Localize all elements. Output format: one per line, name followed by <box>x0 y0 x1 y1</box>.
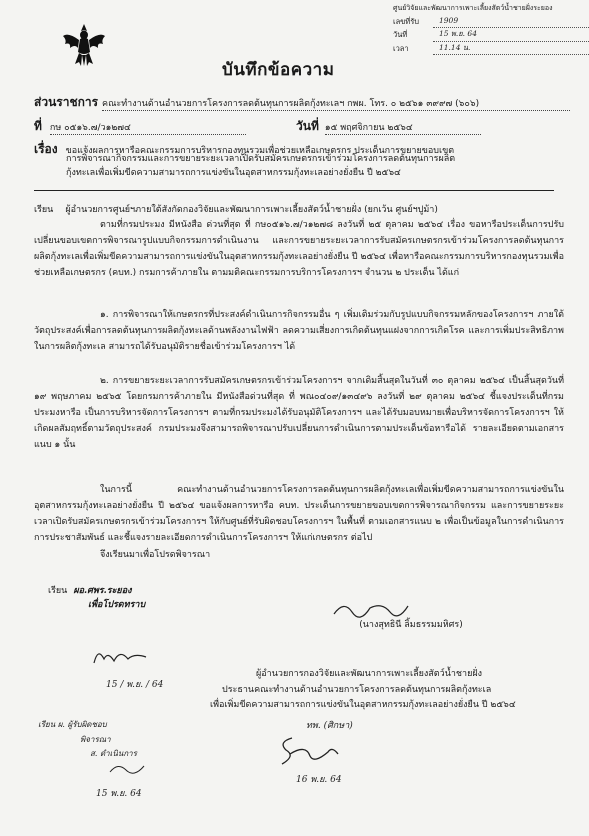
signatory-title-2: ประธานคณะทำงานด้านอำนวยการโครงการลดต้นทุนการผลิตกุ้งทะเล <box>222 685 492 695</box>
stamp-time: 11.14 น. <box>433 42 589 56</box>
paragraph-2-text: ๑. การพิจารณาให้เกษตรกรที่ประสงค์ดำเนินการกิจกรรมอื่น ๆ เพิ่มเติมร่วมกับรูปแบบกิจกรรมหลักของโครงการฯ ภายใต้วัตถุประสงค์เพื่อการลดต้นทุนการผลิตกุ้งทะเลด้านพลังงานไฟฟ้า ลดความเสี่ยงการเกิดต้นทุนแฝงจากการเกิดโรค และการเพิ่มประสิทธิภาพในการผลิตกุ้งทะเล สามารถได้รับอนุมัติรายชื่อเข้าร่วมโครงการฯ ได้ <box>34 310 564 352</box>
stamp-date-row <box>393 28 589 42</box>
handwritten-date-right: 16 พ.ย. 64 <box>296 775 342 785</box>
handwritten-note-2: พิจารณา <box>80 735 111 744</box>
stamp-time-label: เวลา <box>393 43 409 53</box>
garuda-emblem-icon <box>62 22 106 68</box>
stamp-receipt-label: เลขที่รับ <box>393 16 420 26</box>
subject-continuation <box>66 152 556 180</box>
subject-label: เรื่อง <box>34 142 58 156</box>
stamp-receipt-row <box>393 15 589 29</box>
handwritten-note-right: ทพ. (ศิกษา) <box>306 721 353 731</box>
paragraph-3 <box>34 373 564 453</box>
addressee-line <box>34 202 559 216</box>
subject-line-2: การพิจารณากิจกรรมและการขยายระยะเวลาเปิดรับสมัครเกษตรกรเข้าร่วมโครงการลดต้นทุนการผลิต <box>66 154 456 164</box>
handwritten-note-1: เรียน ผ. ผู้รับผิดชอบ <box>38 720 107 729</box>
stamp-header: ศูนย์วิจัยและพัฒนาการเพาะเลี้ยงสัตว์น้ำชายฝั่งระยอง <box>393 4 553 12</box>
paragraph-3-text: ๒. การขยายระยะเวลาการรับสมัครเกษตรกรเข้าร่วมโครงการฯ จากเดิมสิ้นสุดในวันที่ ๓๐ ตุลาคม ๒๕๖๔ เป็นสิ้นสุดวันที่ ๑๙ พฤษภาคม ๒๕๖๕ โดยกรมการค้าภายใน มีหนังสือด่วนที่สุด ที่ พณ๐๔๐๙/๑๓๔๙๖ ลงวันที่ ๒๙ ตุลาคม ๒๕๖๔ ชี้แจงประเด็นที่กรมประมงหารือ เป็นการบริหารจัดการโครงการฯ ตามที่กรมประมงได้รับอนุมัติโครงการฯ และได้รับมอบหมายเพื่อบริหารจัดการโครงการฯ ให้เกิดผลสัมฤทธิ์ตามวัตถุประสงค์ กรมประมงจึงสามารถพิจารณาปรับเปลี่ยนการดำเนินการตามประเด็นข้อหารือได้ รายละเอียดตามเอกสารแนบ ๑ นั้น <box>34 376 564 450</box>
stamp-date: 15 พ.ย. 64 <box>433 28 589 42</box>
addressee: ผู้อำนวยการศูนย์ฯภายใต้สังกัดกองวิจัยและพัฒนาการเพาะเลี้ยงสัตว์น้ำชายฝั่ง (ยกเว้น ศูนย์ฯปูม้า) <box>65 205 438 215</box>
department-value: คณะทำงานด้านอำนวยการโครงการลดต้นทุนการผลิตกุ้งทะเลฯ กพผ. โทร. ๐ ๒๕๖๑ ๓๙๙๗ (๖๐๖) <box>102 96 570 111</box>
subject-line-3: กุ้งทะเลเพื่อเพิ่มขีดความสามารถการแข่งขันในอุตสาหกรรมกุ้งทะเลอย่างยั่งยืน ปี ๒๕๖๔ <box>66 168 401 178</box>
routing-recipient: ผอ.ศพร.ระยอง <box>73 586 132 596</box>
signature-block <box>256 618 566 632</box>
date-line <box>296 117 481 136</box>
handwritten-scribble <box>108 760 148 776</box>
routing-purpose: เพื่อโปรดทราบ <box>88 600 146 610</box>
director-signature <box>330 598 410 620</box>
reference-number: กษ ๐๕๑๖.๗/ว๑๒๗๔ <box>50 120 246 135</box>
routing-label: เรียน <box>48 586 68 596</box>
reference-line <box>34 117 246 136</box>
memo-date: ๑๕ พฤศจิกายน ๒๕๖๔ <box>325 120 481 135</box>
routing-note <box>48 584 145 612</box>
department-label: ส่วนราชการ <box>34 95 99 109</box>
signatory-name: (นางสุทธินี ลิ้มธรรมมหิศร) <box>359 620 463 630</box>
paragraph-1 <box>34 217 564 281</box>
memo-title: บันทึกข้อความ <box>222 60 335 80</box>
paragraph-1-text: ตามที่กรมประมง มีหนังสือ ด่วนที่สุด ที่ กษ๐๕๑๖.๗/ว๑๒๗๘ ลงวันที่ ๒๕ ตุลาคม ๒๕๖๔ เรื่อง ขอหารือประเด็นการปรับเปลี่ยนขอบเขตการพิจารณารูปแบบกิจกรรมการดำเนินงาน และการขยายระยะเวลาการรับสมัครเกษตรกรเข้าร่วมโครงการลดต้นทุนการผลิตกุ้งทะเลเพื่อเพิ่มขีดความสามารถการแข่งขันในอุตสาหกรรมกุ้งทะเลอย่างยั่งยืน ปี ๒๕๖๔ เพื่อหารือคณะกรรมการบริหารกองทุนรวมเพื่อช่วยเหลือเกษตรกร (คบท.) กรมการค้าภายใน ตามมติคณะกรรมการบริการโครงการฯ จำนวน ๒ ประเด็น ได้แก่ <box>34 220 564 278</box>
closing-line <box>34 547 564 563</box>
addressee-label: เรียน <box>34 205 54 215</box>
stamp-header-row <box>393 2 589 15</box>
department-line <box>34 93 570 112</box>
reference-label: ที่ <box>34 119 42 133</box>
signatory-title-3: เพื่อเพิ่มขีดความสามารถการแข่งขันในอุตสาหกรรมกุ้งทะเลอย่างยั่งยืน ปี ๒๕๖๔ <box>210 700 516 710</box>
receipt-stamp <box>393 2 589 55</box>
date-label: วันที่ <box>296 119 319 133</box>
paragraph-4 <box>34 482 564 546</box>
header-divider <box>34 190 554 191</box>
handwritten-date-bottom: 15 พ.ย. 64 <box>96 789 142 799</box>
stamp-receipt-no: 1909 <box>433 15 589 29</box>
right-signature <box>262 732 342 772</box>
subject-line-1: ขอแจ้งผลการหารือคณะกรรมการบริหารกองทุนรวมเพื่อช่วยเหลือเกษตรกร ประเด็นการขยายขอบเขต <box>65 146 455 156</box>
routing-line-1 <box>48 584 145 598</box>
stamp-time-row <box>393 42 589 56</box>
routing-line-2 <box>48 598 145 612</box>
handwritten-note-3: ส. ดำเนินการ <box>90 749 137 758</box>
closing-text: จึงเรียนมาเพื่อโปรดพิจารณา <box>100 550 211 560</box>
signatory-title-1: ผู้อำนวยการกองวิจัยและพัฒนาการเพาะเลี้ยงสัตว์น้ำชายฝั่ง <box>256 669 483 679</box>
paragraph-4-text: ในการนี้ คณะทำงานด้านอำนวยการโครงการลดต้นทุนการผลิตกุ้งทะเลเพื่อเพิ่มขีดความสามารถการแข่งขันในอุตสาหกรรมกุ้งทะเลอย่างยั่งยืน ปี ๒๕๖๔ ขอแจ้งผลการหารือ คบท. ประเด็นการขยายขอบเขตการพิจารณากิจกรรม และการขยายระยะเวลาเปิดรับสมัครเกษตรกรเข้าร่วมโครงการฯ ให้กับศูนย์ที่รับผิดชอบโครงการฯ ในพื้นที่ ตามเอกสารแนบ ๒ เพื่อเป็นข้อมูลในการดำเนินการ การประชาสัมพันธ์ และชี้แจงรายละเอียดการดำเนินการโครงการฯ ให้แก่เกษตรกร ต่อไป <box>34 485 564 543</box>
stamp-date-label: วันที่ <box>393 30 408 39</box>
paragraph-2 <box>34 307 564 355</box>
handwritten-date-left: 15 / พ.ย. / 64 <box>106 680 164 690</box>
left-initial-signature <box>90 645 150 667</box>
